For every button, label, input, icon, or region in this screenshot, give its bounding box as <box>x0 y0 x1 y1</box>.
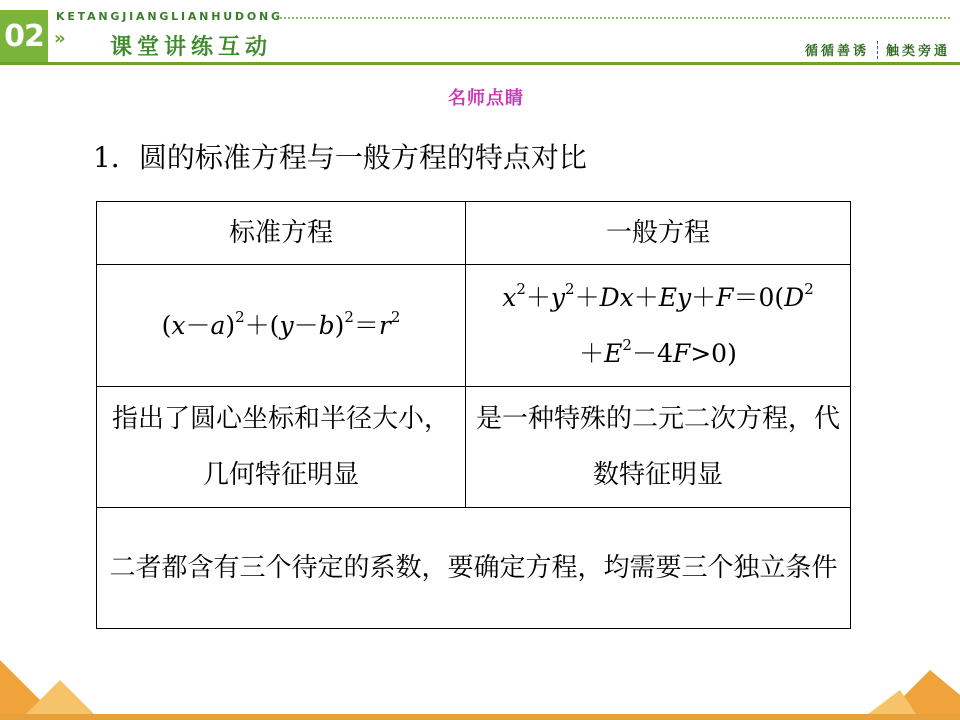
header-dotted-line <box>280 17 950 19</box>
double-chevron-icon: » <box>54 28 66 49</box>
motto-separator <box>877 41 878 59</box>
comparison-table <box>96 201 851 629</box>
table-row-common <box>97 508 851 629</box>
table-row-features <box>97 387 851 508</box>
section-pinyin: KETANGJIANGLIANHUDONG <box>56 10 283 23</box>
page-heading <box>93 136 587 176</box>
heading-number: 1 <box>93 141 111 174</box>
subheading: 名师点睛 <box>448 88 524 109</box>
standard-feature-cell: 指出了圆心坐标和半径大小，几何特征明显 <box>97 387 466 508</box>
table-row-equations <box>97 265 851 387</box>
section-number-badge: 02 <box>0 10 48 62</box>
header-cell-standard: 标准方程 <box>97 202 466 265</box>
footer-decoration <box>0 640 960 720</box>
standard-equation: $(x-a)^2+(y-b)^2=r^2$ <box>161 307 401 340</box>
section-title: 课堂讲练互动 <box>110 35 273 60</box>
header-cell-general: 一般方程 <box>466 202 851 265</box>
table-header-row <box>97 202 851 265</box>
general-feature-cell: 是一种特殊的二元二次方程，代数特征明显 <box>466 387 851 508</box>
header-rule <box>0 62 960 65</box>
motto-right: 触类旁通 <box>885 44 950 59</box>
motto-left: 循循善诱 <box>804 44 869 59</box>
standard-equation-cell <box>97 265 466 387</box>
footer-bar <box>0 714 960 720</box>
general-equation: $x^2+y^2+Dx+Ey+F=0(D^2$ $+E^2-4F>0$) <box>502 279 814 368</box>
common-feature-cell: 二者都含有三个待定的系数，要确定方程，均需要三个独立条件 <box>97 508 851 629</box>
general-equation-cell <box>466 265 851 387</box>
header-motto <box>805 40 950 59</box>
heading-text: ．圆的标准方程与一般方程的特点对比 <box>110 141 587 174</box>
badge-divider <box>48 10 51 62</box>
